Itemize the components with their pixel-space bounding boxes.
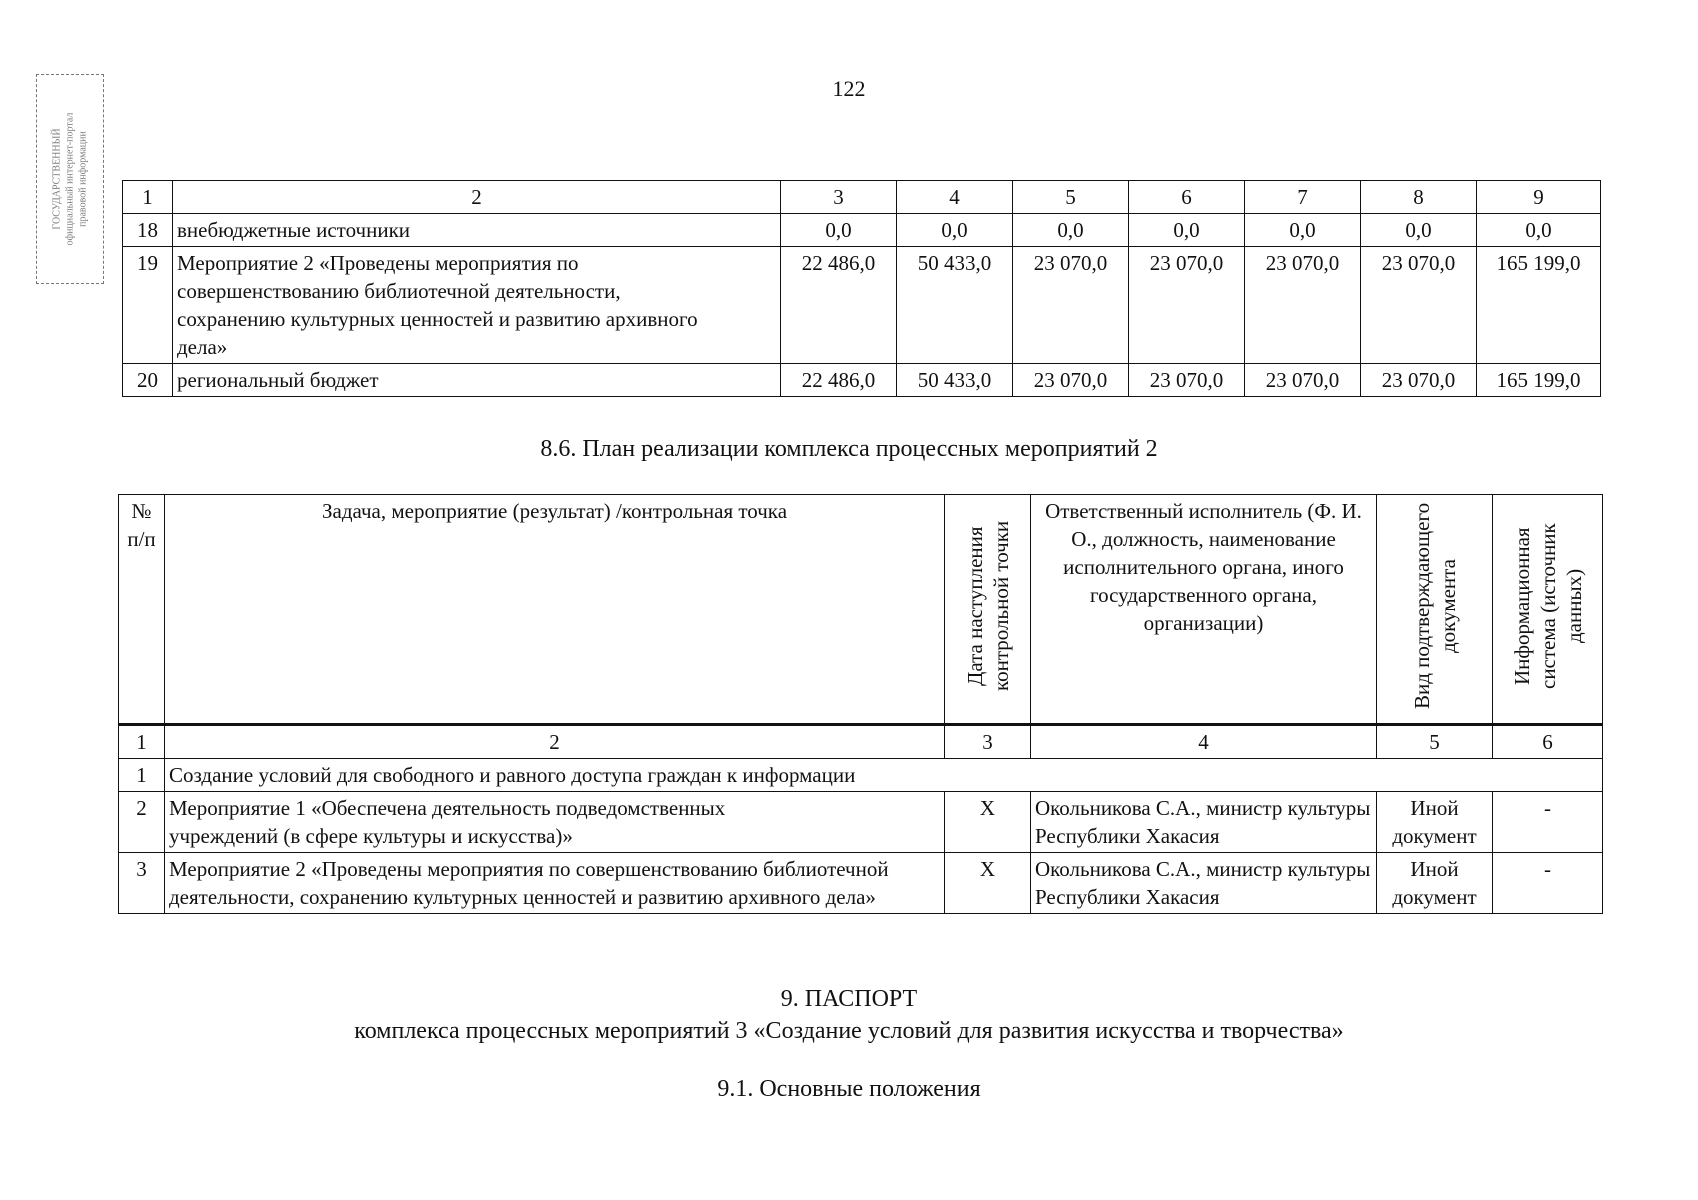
value-cell: 23 070,0 <box>1129 247 1245 364</box>
table-header-row <box>119 495 1603 725</box>
stamp-line: официальный интернет-портал <box>64 112 76 246</box>
header-info-cell <box>1493 495 1603 725</box>
row-task: Мероприятие 2 «Проведены мероприятия по совершенствованию библиотечной деятельности, сохранению культурных ценностей и развитию архивного дела» <box>165 853 945 914</box>
stamp-line: ГОСУДАРСТВЕННЫЙ <box>51 128 63 230</box>
value-cell: 23 070,0 <box>1361 364 1477 397</box>
row-number: 2 <box>119 792 165 853</box>
financing-table <box>122 180 1601 397</box>
header-doc-cell <box>1377 495 1493 725</box>
row-number: 19 <box>123 247 173 364</box>
value-cell: 0,0 <box>1477 214 1601 247</box>
stamp-text <box>51 113 90 246</box>
row-date: X <box>945 853 1031 914</box>
value-cell: 0,0 <box>897 214 1013 247</box>
header-cell: 6 <box>1129 181 1245 214</box>
row-number: 18 <box>123 214 173 247</box>
value-cell: 22 486,0 <box>781 247 897 364</box>
value-cell: 22 486,0 <box>781 364 897 397</box>
section-text: Создание условий для свободного и равного доступа граждан к информации <box>165 759 1603 792</box>
row-name: региональный бюджет <box>173 364 781 397</box>
row-info: - <box>1493 792 1603 853</box>
header-cell: 3 <box>781 181 897 214</box>
row-responsible: Окольникова С.А., министр культуры Республики Хакасия <box>1031 792 1377 853</box>
value-cell: 50 433,0 <box>897 247 1013 364</box>
col-number: 5 <box>1377 725 1493 759</box>
column-number-row <box>119 725 1603 759</box>
col-number: 2 <box>165 725 945 759</box>
value-cell: 50 433,0 <box>897 364 1013 397</box>
header-cell: 2 <box>173 181 781 214</box>
stamp-line: правовой информации <box>77 131 89 227</box>
col-number: 6 <box>1493 725 1603 759</box>
value-cell: 23 070,0 <box>1245 364 1361 397</box>
row-name: Мероприятие 2 «Проведены мероприятия по совершенствованию библиотечной деятельности, сохранению культурных ценностей и развитию архивного дела» <box>173 247 781 364</box>
header-cell: 9 <box>1477 181 1601 214</box>
value-cell: 0,0 <box>1245 214 1361 247</box>
value-cell: 23 070,0 <box>1013 247 1129 364</box>
table-row <box>123 214 1601 247</box>
value-cell: 0,0 <box>781 214 897 247</box>
header-date: Дата наступления контрольной точки <box>962 520 1013 691</box>
section-heading-8-6: 8.6. План реализации комплекса процессных мероприятий 2 <box>540 436 1158 462</box>
header-cell: 8 <box>1361 181 1477 214</box>
table-row <box>119 853 1603 914</box>
row-date: X <box>945 792 1031 853</box>
value-cell: 23 070,0 <box>1013 364 1129 397</box>
header-cell: 7 <box>1245 181 1361 214</box>
header-doc-type: Вид подтверждающего документа <box>1409 502 1460 709</box>
section-row <box>119 759 1603 792</box>
col-number: 1 <box>119 725 165 759</box>
value-cell: 23 070,0 <box>1129 364 1245 397</box>
row-number: 3 <box>119 853 165 914</box>
margin-stamp <box>36 74 104 284</box>
row-doc: Иной документ <box>1377 853 1493 914</box>
header-cell: 1 <box>123 181 173 214</box>
row-info: - <box>1493 853 1603 914</box>
header-date-cell <box>945 495 1031 725</box>
header-cell: 4 <box>897 181 1013 214</box>
table-row <box>123 364 1601 397</box>
row-number: 1 <box>119 759 165 792</box>
row-number: 20 <box>123 364 173 397</box>
header-responsible: Ответственный исполнитель (Ф. И. О., должность, наименование исполнительного органа, иного государственного органа, организации) <box>1031 495 1377 725</box>
row-task: Мероприятие 1 «Обеспечена деятельность подведомственных учреждений (в сфере культуры и искусства)» <box>165 792 945 853</box>
col-number: 4 <box>1031 725 1377 759</box>
section-heading-9: 9. ПАСПОРТ <box>780 986 918 1012</box>
value-cell: 0,0 <box>1013 214 1129 247</box>
col-number: 3 <box>945 725 1031 759</box>
value-cell: 23 070,0 <box>1361 247 1477 364</box>
value-cell: 0,0 <box>1129 214 1245 247</box>
section-heading-9-subtitle: комплекса процессных мероприятий 3 «Создание условий для развития искусства и творчества» <box>354 1018 1344 1044</box>
header-cell: 5 <box>1013 181 1129 214</box>
row-doc: Иной документ <box>1377 792 1493 853</box>
header-task: Задача, мероприятие (результат) /контрольная точка <box>165 495 945 725</box>
implementation-plan-table <box>118 494 1603 914</box>
row-name: внебюджетные источники <box>173 214 781 247</box>
table-row <box>123 247 1601 364</box>
header-info-system: Информационная система (источник данных) <box>1509 522 1586 689</box>
value-cell: 165 199,0 <box>1477 364 1601 397</box>
value-cell: 23 070,0 <box>1245 247 1361 364</box>
section-heading-9-1: 9.1. Основные положения <box>717 1076 981 1102</box>
header-num: № п/п <box>119 495 165 725</box>
table-header-row <box>123 181 1601 214</box>
page-number: 122 <box>832 76 866 101</box>
row-responsible: Окольникова С.А., министр культуры Республики Хакасия <box>1031 853 1377 914</box>
value-cell: 0,0 <box>1361 214 1477 247</box>
table-row <box>119 792 1603 853</box>
value-cell: 165 199,0 <box>1477 247 1601 364</box>
